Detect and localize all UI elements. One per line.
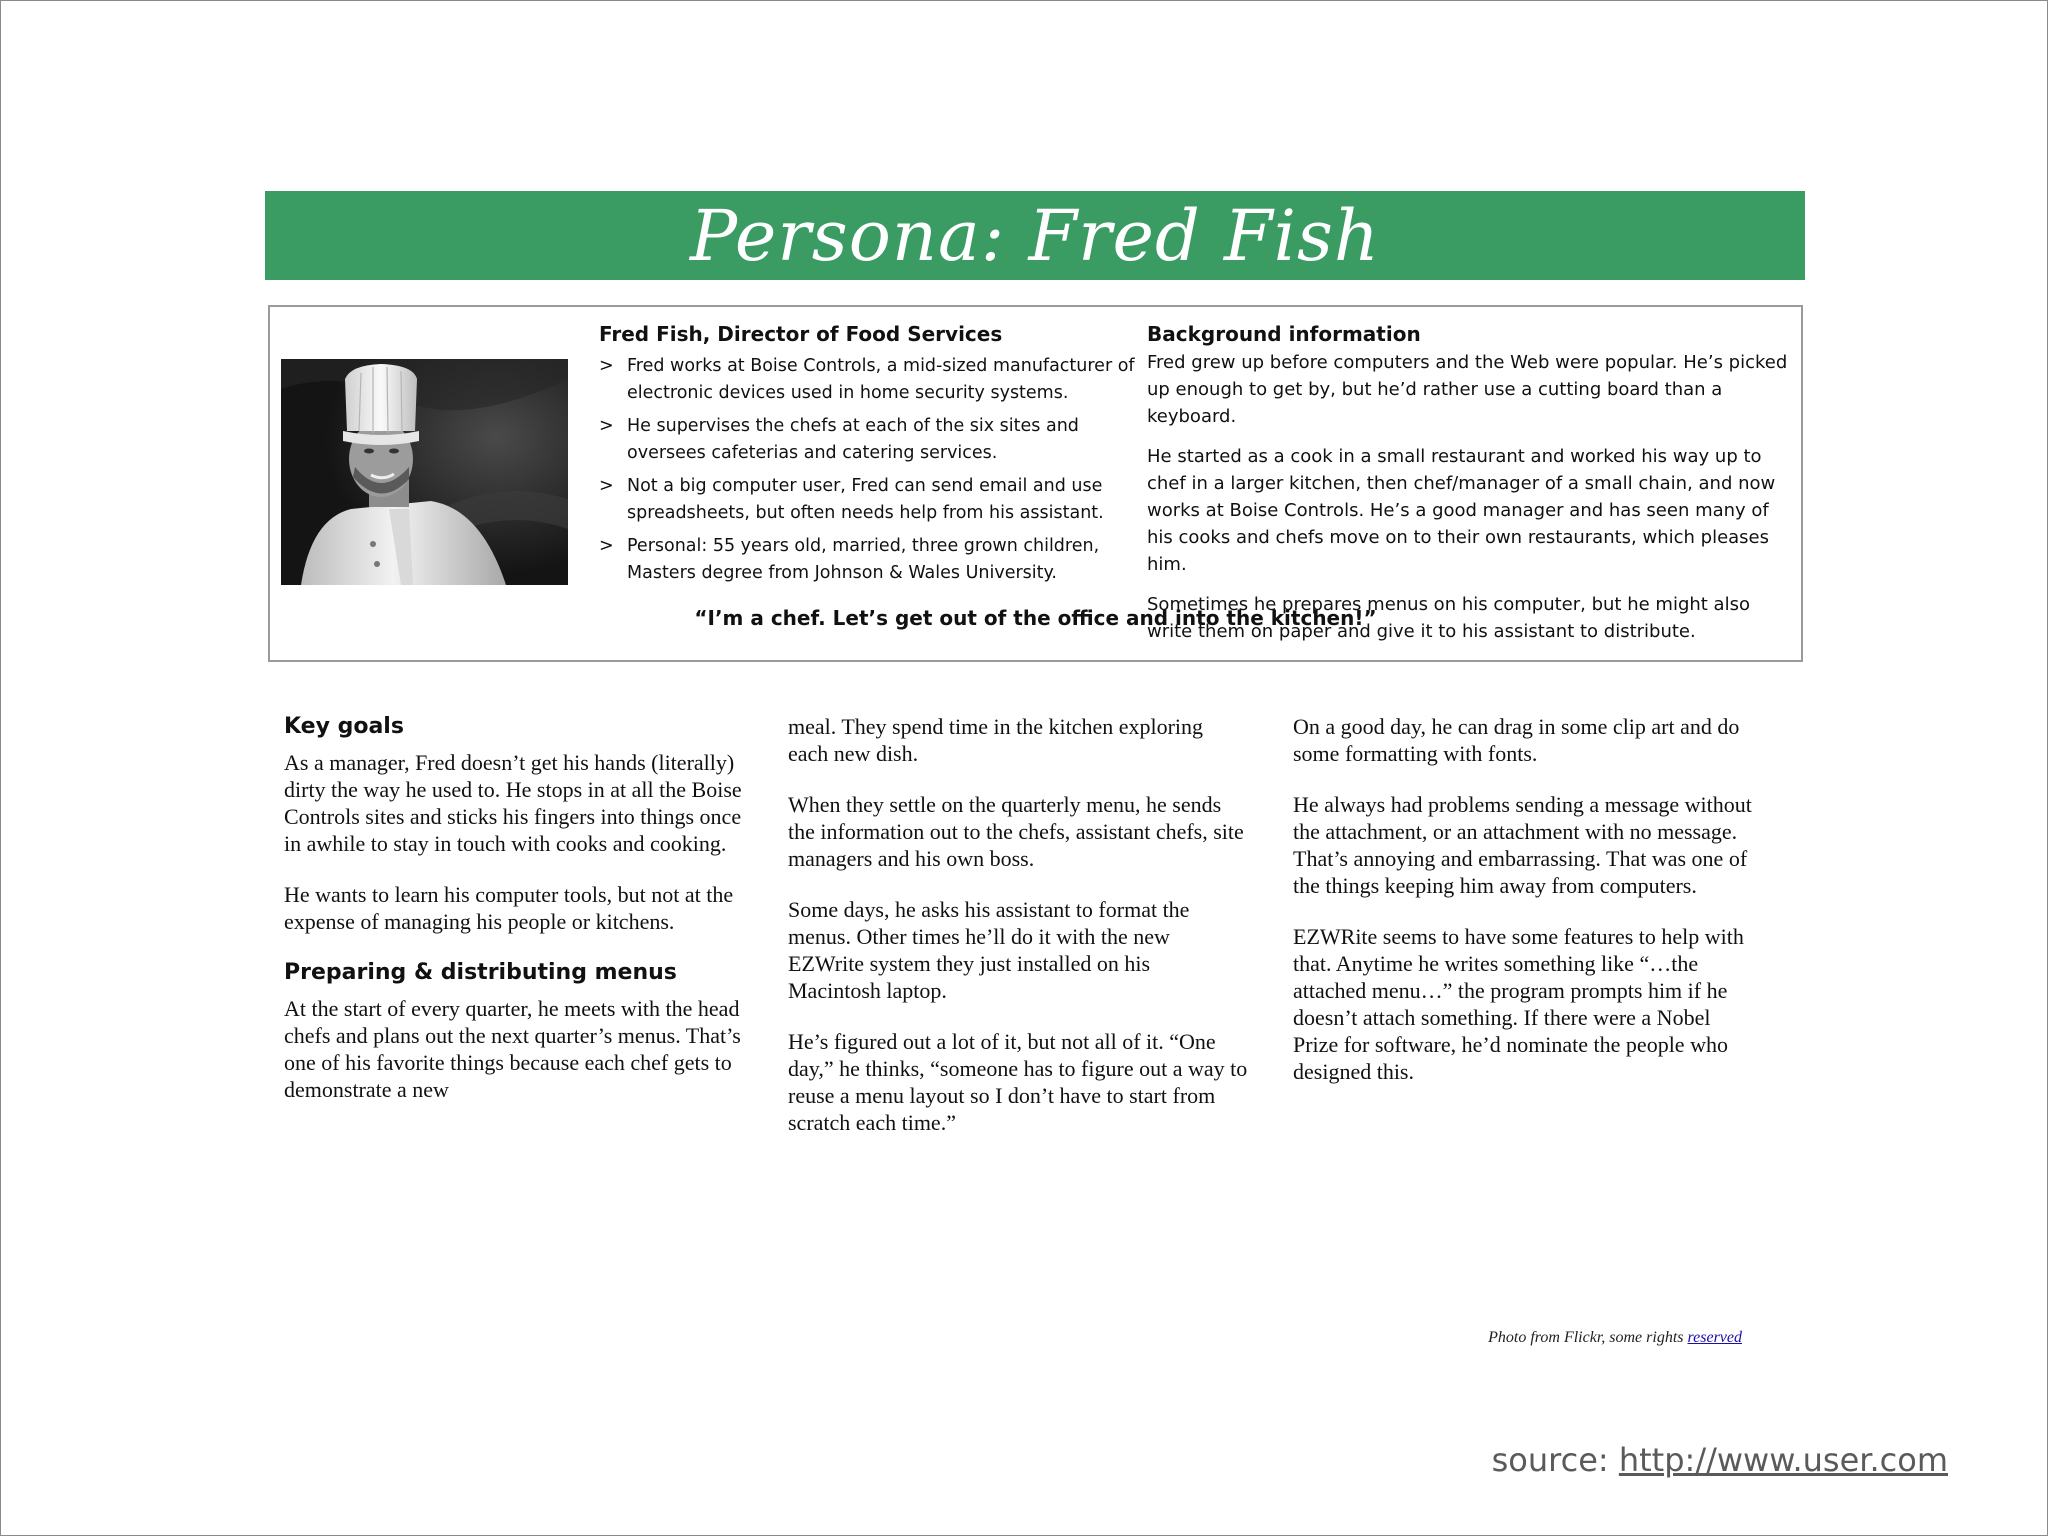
- bullet-mark: >: [599, 536, 614, 556]
- profile-bullet: [599, 353, 1139, 407]
- profile-bullet: [599, 473, 1139, 527]
- profile-bullet: [599, 533, 1139, 587]
- chef-photo: [281, 359, 568, 585]
- bullet-mark: >: [599, 476, 614, 496]
- background-paragraph: He started as a cook in a small restaurant and worked his way up to chef in a larger kitchen, then chef/manager of a small chain, and now works at Boise Controls. He’s a good manager and has seen many of his cooks and chefs move on to their own restaurants, which pleases him.: [1147, 446, 1776, 575]
- bullet-text: He supervises the chefs at each of the six sites and oversees cafeterias and catering services.: [627, 416, 1079, 463]
- profile-bullet: [599, 413, 1139, 467]
- bullet-text: Not a big computer user, Fred can send email and use spreadsheets, but often needs help from his assistant.: [627, 476, 1104, 523]
- key-goals-heading: Key goals: [284, 714, 404, 739]
- source-line: [1481, 1441, 1948, 1479]
- chef-portrait-image: [281, 359, 568, 585]
- body-column-3: [1293, 713, 1753, 1109]
- body-paragraph: meal. They spend time in the kitchen exploring each new dish.: [788, 714, 1204, 766]
- profile-heading: Fred Fish, Director of Food Services: [599, 322, 1003, 346]
- photo-credit-text: Photo from Flickr, some rights: [1488, 1329, 1688, 1346]
- photo-credit: [1301, 1329, 1742, 1347]
- body-paragraph: He wants to learn his computer tools, but not at the expense of managing his people or kitchens.: [284, 882, 734, 934]
- body-column-2: [788, 713, 1248, 1160]
- title-banner: [265, 191, 1805, 280]
- menus-heading: Preparing & distributing menus: [284, 960, 677, 985]
- background-heading: Background information: [1147, 322, 1421, 346]
- bullet-text: Fred works at Boise Controls, a mid-sized manufacturer of electronic devices used in home security systems.: [627, 356, 1135, 403]
- body-column-1: [284, 713, 744, 1127]
- photo-credit-link[interactable]: reserved: [1687, 1329, 1742, 1346]
- body-paragraph: At the start of every quarter, he meets with the head chefs and plans out the next quarter’s menus. That’s one of his favorite things because each chef gets to demonstrate a new: [284, 996, 741, 1102]
- body-paragraph: Some days, he asks his assistant to format the menus. Other times he’ll do it with the new EZWrite system they just installed on his Macintosh laptop.: [788, 897, 1190, 1003]
- body-paragraph: EZWRite seems to have some features to help with that. Anytime he writes something like “…the attached menu…” the program prompts him if he doesn’t attach something. If there were a Nobel Prize for software, he’d nominate the people who designed this.: [1293, 924, 1744, 1084]
- source-label: source:: [1491, 1441, 1619, 1479]
- persona-summary-box: [268, 305, 1803, 662]
- background-paragraph: Sometimes he prepares menus on his computer, but he might also write them on paper and give it to his assistant to distribute.: [1147, 594, 1750, 642]
- bullet-mark: >: [599, 356, 614, 376]
- body-paragraph: He always had problems sending a message without the attachment, or an attachment with no message. That’s annoying and embarrassing. That was one of the things keeping him away from computers.: [1293, 792, 1752, 898]
- body-paragraph: As a manager, Fred doesn’t get his hands (literally) dirty the way he used to. He stops in at all the Boise Controls sites and sticks his fingers into things once in awhile to stay in touch with cooks and cooking.: [284, 750, 742, 856]
- body-paragraph: When they settle on the quarterly menu, he sends the information out to the chefs, assistant chefs, site managers and his own boss.: [788, 792, 1244, 871]
- bullet-mark: >: [599, 416, 614, 436]
- body-paragraph: He’s figured out a lot of it, but not all of it. “One day,” he thinks, “someone has to figure out a way to reuse a menu layout so I don’t have to start from scratch each time.”: [788, 1029, 1248, 1135]
- source-link[interactable]: http://www.user.com: [1618, 1441, 1948, 1479]
- page-title: Persona: Fred Fish: [689, 194, 1381, 277]
- background-paragraph: Fred grew up before computers and the Web were popular. He’s picked up enough to get by, but he’d rather use a cutting board than a keyboard.: [1147, 352, 1788, 427]
- persona-quote: “I’m a chef. Let’s get out of the office and into the kitchen!”: [694, 606, 1377, 630]
- profile-column: [599, 321, 1139, 587]
- body-paragraph: On a good day, he can drag in some clip art and do some formatting with fonts.: [1293, 714, 1740, 766]
- bullet-text: Personal: 55 years old, married, three grown children, Masters degree from Johnson & Wales University.: [627, 536, 1100, 583]
